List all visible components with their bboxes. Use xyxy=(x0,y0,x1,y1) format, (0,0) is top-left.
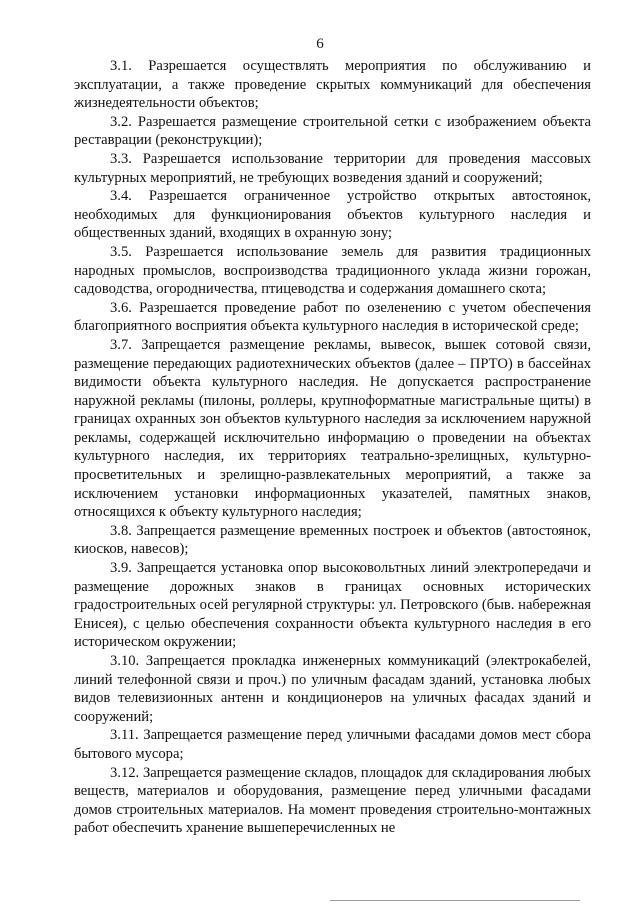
paragraph-3-8: 3.8. Запрещается размещение временных построек и объектов (автостоянок, киосков, навесов); xyxy=(74,522,591,558)
paragraph-3-11: 3.11. Запрещается размещение перед уличными фасадами домов мест сбора бытового мусора; xyxy=(74,727,591,762)
paragraph-3-12: 3.12. Запрещается размещение складов, площадок для складирования любых веществ, материалов и оборудования, размещение перед уличными фасадами домов строительных материалов. На момент проведения строительно-монтажных работ обеспечить хранение вышеперечисленных не xyxy=(74,764,591,837)
paragraph-3-3: 3.3. Разрешается использование территории для проведения массовых культурных мероприятий, не требующих возведения зданий и сооружений; xyxy=(74,150,591,186)
paragraph-3-4: 3.4. Разрешается ограниченное устройство открытых автостоянок, необходимых для функционирования объектов культурного наследия и общественных зданий, входящих в охранную зону; xyxy=(74,188,591,242)
paragraph-3-10: 3.10. Запрещается прокладка инженерных коммуникаций (электрокабелей, линий телефонной связи и проч.) по уличным фасадам зданий, установка любых видов телевизионных антенн и кондиционеров на уличных фасадах зданий и сооружений; xyxy=(74,653,591,725)
paragraph-3-5: 3.5. Разрешается использование земель для развития традиционных народных промыслов, воспроизводства традиционного уклада жизни горожан, садоводства, огородничества, птицеводства и содержания домашнего скота; xyxy=(74,243,591,298)
paragraph-3-2: 3.2. Разрешается размещение строительной сетки с изображением объекта реставрации (реконструкции); xyxy=(74,113,591,149)
paragraph-3-9: 3.9. Запрещается установка опор высоковольтных линий электропередачи и размещение дорожных знаков в границах основных исторических градостроительных осей регулярной структуры: ул. Петровского (быв. набережная Енисея), с целью обеспечения сохранности объекта культурного наследия в его историческом окружении; xyxy=(74,560,591,651)
paragraph-3-1: 3.1. Разрешается осуществлять мероприятия по обслуживанию и эксплуатации, а также проведение скрытых коммуникаций для обеспечения жизнедеятельности объектов; xyxy=(74,58,591,112)
paragraph-3-7: 3.7. Запрещается размещение рекламы, вывесок, вышек сотовой связи, размещение передающих радиотехнических объектов (далее – ПРТО) в бассейнах видимости объекта культурного наследия. Не допускается распространение наружной рекламы (пилоны, роллеры, крупноформатные магистральные щиты) в границах охранных зон объектов культурного наследия за исключением наружной рекламы, содержащей исключительно информацию о проведении на объектах культурного наследия, их территориях театрально-зрелищных, культурно-просветительных и зрелищно-развлекательных мероприятий, а также за исключением установки информационных указателей, памятных знаков, относящихся к объекту культурного наследия; xyxy=(74,336,591,521)
paragraph-3-6: 3.6. Разрешается проведение работ по озеленению с учетом обеспечения благоприятного восприятия объекта культурного наследия в исторической среде; xyxy=(74,299,591,335)
page-bottom-rule xyxy=(330,900,580,901)
document-body xyxy=(74,57,591,838)
page-number: 6 xyxy=(316,36,324,52)
